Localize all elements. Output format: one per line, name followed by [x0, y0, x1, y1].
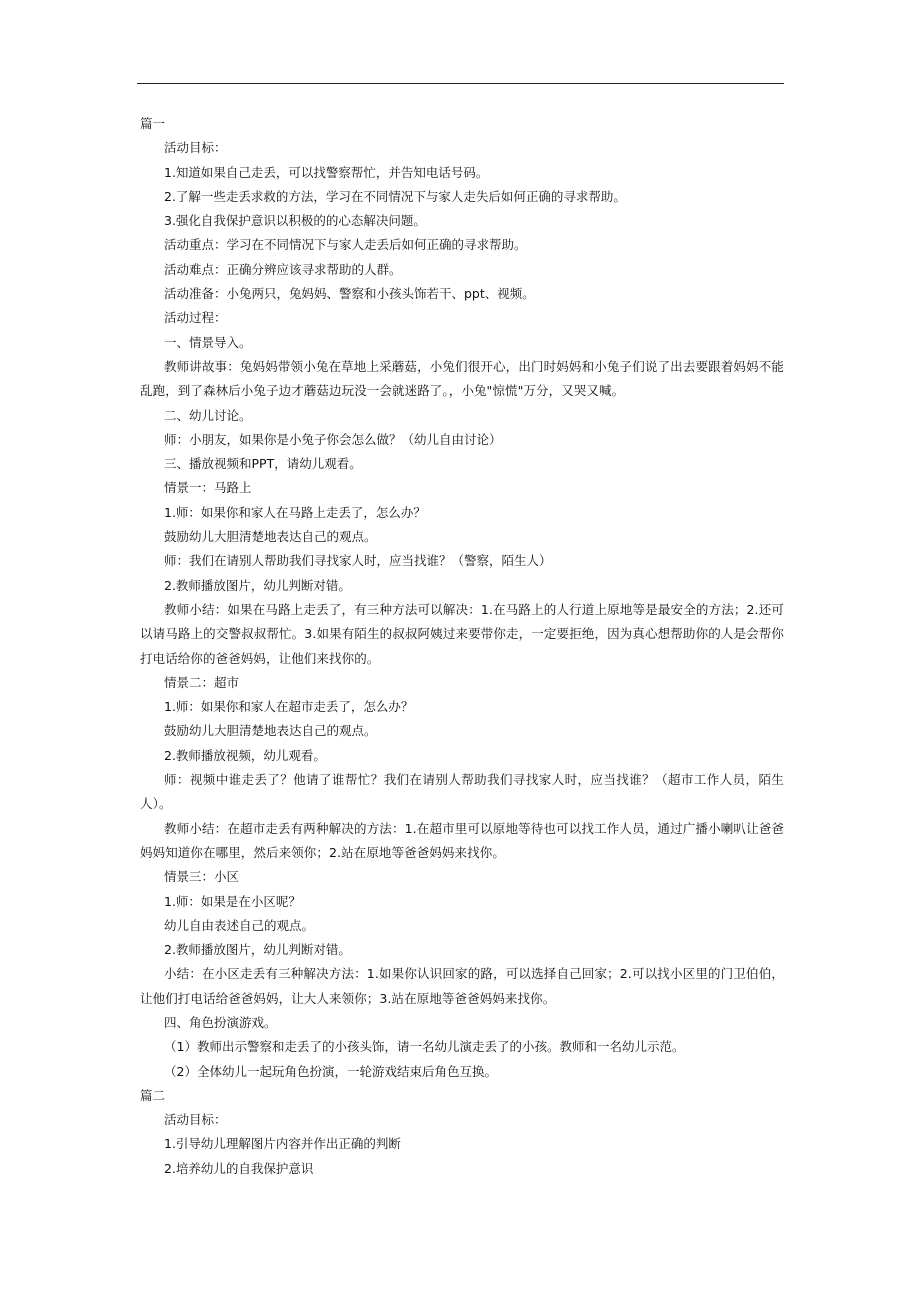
objective-item: 2.培养幼儿的自我保护意识: [164, 1160, 314, 1176]
step-heading: 二、幼儿讨论。: [164, 407, 252, 423]
scenario-item: 鼓励幼儿大胆清楚地表达自己的观点。: [164, 723, 377, 739]
objective-item: 2.了解一些走丢求救的方法，学习在不同情况下与家人走失后如何正确的寻求帮助。: [164, 188, 626, 204]
step-heading: 四、角色扮演游戏。: [164, 1014, 277, 1030]
scenario-heading: 情景三：小区: [164, 869, 240, 885]
scenario-item: 师：我们在请别人帮助我们寻找家人时，应当找谁？（警察，陌生人）: [164, 553, 552, 569]
label-process: 活动过程：: [164, 310, 227, 326]
scenario-item: 1.师：如果你和家人在马路上走丢了，怎么办？: [164, 504, 426, 520]
game-step: （1）教师出示警察和走丢了的小孩头饰，请一名幼儿演走丢了的小孩。教师和一名幼儿示范。: [164, 1039, 685, 1055]
objective-item: 3.强化自我保护意识以积极的的心态解决问题。: [164, 213, 426, 229]
header-rule: [137, 83, 784, 84]
key-point: 活动重点：学习在不同情况下与家人走丢后如何正确的寻求帮助。: [164, 237, 527, 253]
summary-paragraph: 教师小结：在超市走丢有两种解决的方法：1.在超市里可以原地等待也可以找工作人员，通过广播小喇叭让爸爸妈妈知道你在哪里，然后来领你；2.站在原地等爸爸妈妈来找你。: [140, 820, 784, 860]
scenario-item: 鼓励幼儿大胆清楚地表达自己的观点。: [164, 529, 377, 545]
objective-item: 1.知道如果自己走丢，可以找警察帮忙，并告知电话号码。: [164, 164, 489, 180]
summary-paragraph: 小结：在小区走丢有三种解决方法：1.如果你认识回家的路，可以选择自己回家；2.可以找小区里的门卫伯伯，让他们打电话给爸爸妈妈，让大人来领你；3.站在原地等爸爸妈妈来找你。: [140, 966, 784, 1006]
label-objectives: 活动目标：: [164, 1112, 227, 1128]
scenario-item: 2.教师播放图片，幼儿判断对错。: [164, 577, 351, 593]
section-heading: 篇二: [140, 1087, 166, 1103]
scenario-item: 1.师：如果你和家人在超市走丢了，怎么办？: [164, 699, 414, 715]
story-paragraph: 教师讲故事：兔妈妈带领小兔在草地上采蘑菇，小兔们很开心，出门时妈妈和小兔子们说了出去要跟着妈妈不能乱跑，到了森林后小兔子边才蘑菇边玩没一会就迷路了。，小兔"惊慌"万分，又哭又喊。: [140, 358, 784, 399]
step-heading: 一、情景导入。: [164, 334, 252, 350]
game-step: （2）全体幼儿一起玩角色扮演，一轮游戏结束后角色互换。: [164, 1063, 497, 1079]
scenario-heading: 情景一：马路上: [164, 480, 252, 496]
scenario-item: 1.师：如果是在小区呢？: [164, 893, 301, 909]
label-objectives: 活动目标：: [164, 140, 227, 156]
document-body: [140, 112, 784, 1181]
teacher-question: 师：视频中谁走丢了？他请了谁帮忙？我们在请别人帮助我们寻找家人时，应当找谁？（超市工作人员，陌生人）。: [140, 772, 784, 812]
section-heading: 篇一: [140, 116, 166, 131]
objective-item: 1.引导幼儿理解图片内容并作出正确的判断: [164, 1136, 401, 1152]
step-heading: 三、播放视频和PPT，请幼儿观看。: [164, 456, 362, 472]
scenario-item: 幼儿自由表述自己的观点。: [164, 917, 315, 933]
difficult-point: 活动难点：正确分辨应该寻求帮助的人群。: [164, 261, 402, 277]
preparation: 活动准备：小兔两只，兔妈妈、警察和小孩头饰若干、ppt、视频。: [164, 286, 535, 302]
scenario-item: 2.教师播放图片，幼儿判断对错。: [164, 942, 351, 958]
teacher-question: 师：小朋友，如果你是小兔子你会怎么做？（幼儿自由讨论）: [164, 431, 502, 447]
scenario-item: 2.教师播放视频，幼儿观看。: [164, 747, 326, 763]
scenario-heading: 情景二：超市: [164, 674, 240, 690]
summary-paragraph: 教师小结：如果在马路上走丢了，有三种方法可以解决：1.在马路上的人行道上原地等是最安全的方法；2.还可以请马路上的交警叔叔帮忙。3.如果有陌生的叔叔阿姨过来要带你走，一定要拒绝，因为真心想帮助你的人是会帮你打电话给你的爸爸妈妈，让他们来找你的。: [140, 601, 784, 666]
